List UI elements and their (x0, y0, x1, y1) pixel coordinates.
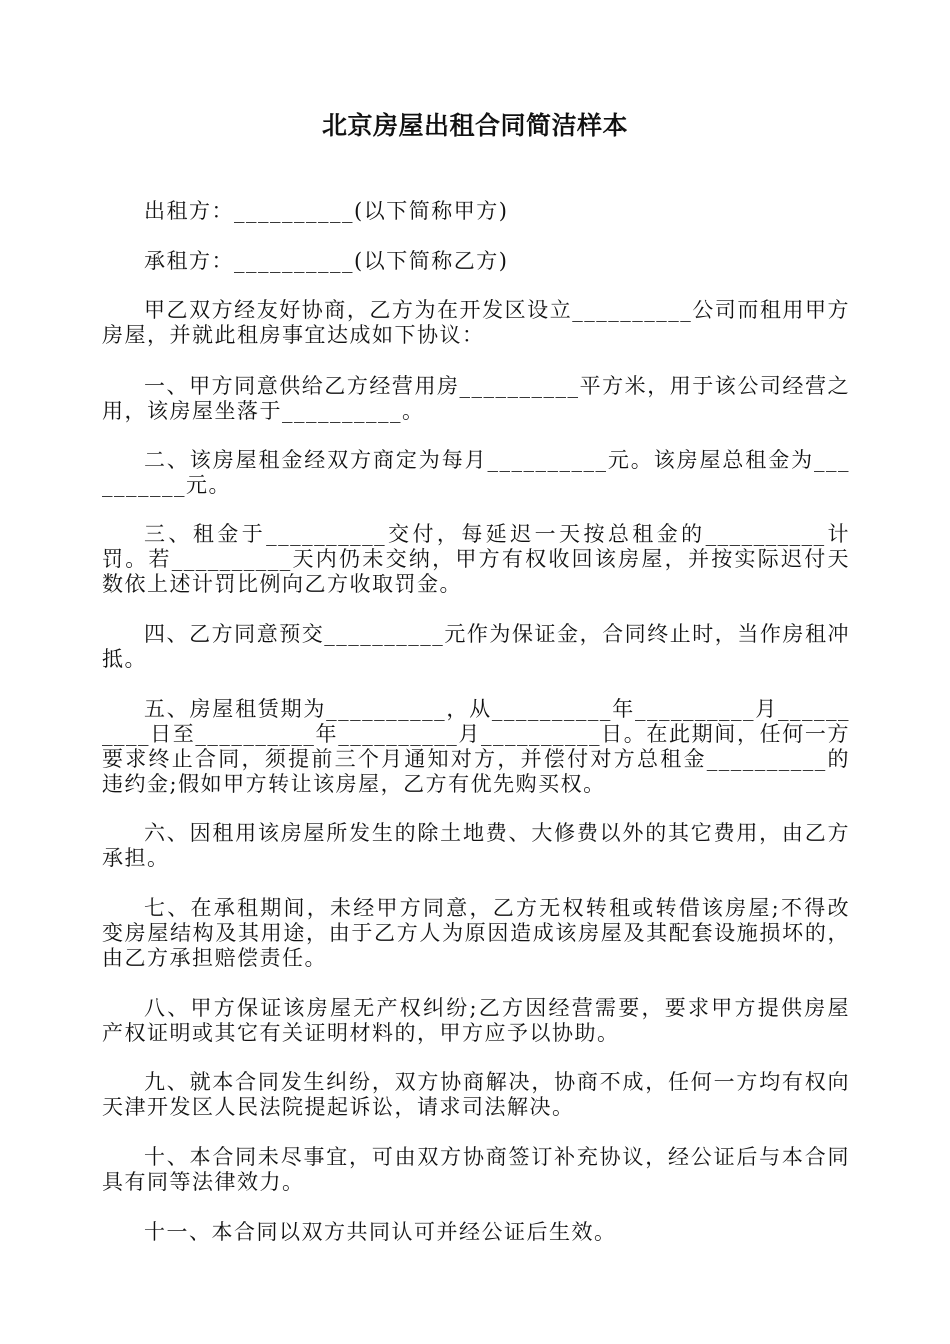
clause-5: 五、房屋租赁期为__________，从__________年__________月__________日至__________年__________月__________日。在此期间，任何一方要求终止合同，须提前三个月通知对方，并偿付对方总租金__________的违约金;假如甲方转让该房屋，乙方有优先购买权。 (102, 697, 850, 796)
clause-9: 九、就本合同发生纠纷，双方协商解决，协商不成，任何一方均有权向天津开发区人民法院提起诉讼，请求司法解决。 (102, 1070, 850, 1119)
lessor-line: 出租方：__________(以下简称甲方) (144, 199, 509, 223)
clause-11: 十一、本合同以双方共同认可并经公证后生效。 (144, 1220, 617, 1244)
clause-10: 十、本合同未尽事宜，可由双方协商签订补充协议，经公证后与本合同具有同等法律效力。 (102, 1145, 850, 1194)
clause-7: 七、在承租期间，未经甲方同意，乙方无权转租或转借该房屋;不得改变房屋结构及其用途，由于乙方人为原因造成该房屋及其配套设施损坏的，由乙方承担赔偿责任。 (102, 896, 850, 970)
clause-8: 八、甲方保证该房屋无产权纠纷;乙方因经营需要，要求甲方提供房屋产权证明或其它有关证明材料的，甲方应予以协助。 (102, 996, 850, 1045)
clause-4: 四、乙方同意预交__________元作为保证金，合同终止时，当作房租冲抵。 (102, 622, 850, 671)
clause-6: 六、因租用该房屋所发生的除土地费、大修费以外的其它费用，由乙方承担。 (102, 821, 850, 870)
document-title: 北京房屋出租合同简洁样本 (321, 111, 628, 140)
lessee-line: 承租方：__________(以下简称乙方) (144, 249, 509, 273)
clause-2: 二、该房屋租金经双方商定为每月__________元。该房屋总租金为__________元。 (102, 448, 850, 497)
preamble-paragraph: 甲乙双方经友好协商，乙方为在开发区设立__________公司而租用甲方房屋，并就此租房事宜达成如下协议： (102, 298, 850, 347)
clause-1: 一、甲方同意供给乙方经营用房__________平方米，用于该公司经营之用，该房屋坐落于__________。 (102, 374, 850, 423)
clause-3: 三、租金于__________交付，每延迟一天按总租金的__________计罚。若__________天内仍未交纳，甲方有权收回该房屋，并按实际迟付天数依上述计罚比例向乙方收取罚金。 (102, 522, 850, 596)
